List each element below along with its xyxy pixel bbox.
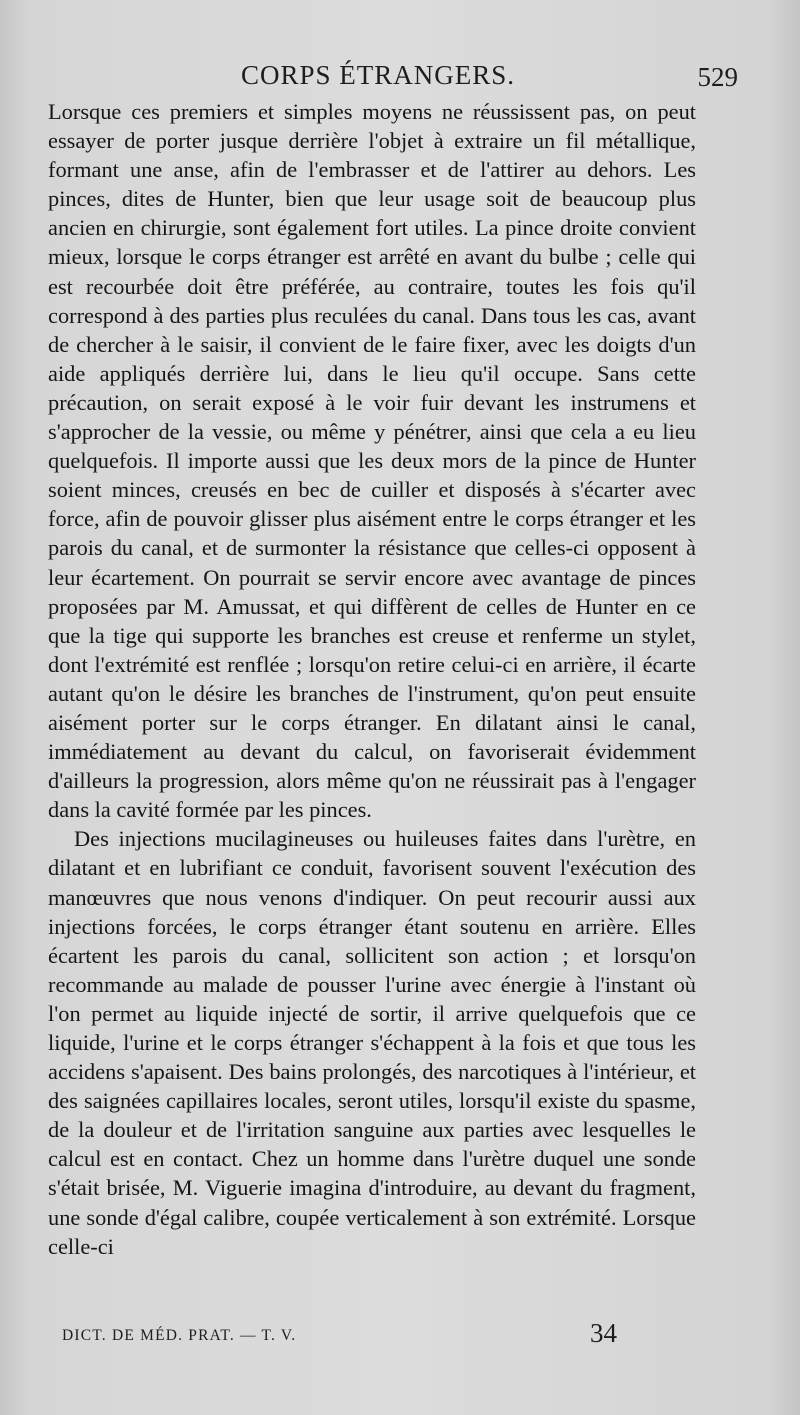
body-text [48,97,696,1261]
signature-line: DICT. DE MÉD. PRAT. — T. V. [62,1327,297,1344]
page-header [48,60,738,96]
paragraph-1: Lorsque ces premiers et simples moyens ne réussissent pas, on peut essayer de porter jusque derrière l'objet à extraire un fil métallique, formant une anse, afin de l'embrasser et de l'attirer au dehors. Les pinces, dites de Hunter, bien que leur usage soit de beaucoup plus ancien en chirurgie, sont également fort utiles. La pince droite convient mieux, lorsque le corps étranger est arrêté en avant du bulbe ; celle qui est recourbée doit être préférée, au contraire, toutes les fois qu'il correspond à des parties plus reculées du canal. Dans tous les cas, avant de chercher à le saisir, il convient de le faire fixer, avec les doigts d'un aide appliqués derrière lui, dans le lieu qu'il occupe. Sans cette précaution, on serait exposé à le voir fuir devant les instrumens et s'approcher de la vessie, ou même y pénétrer, ainsi que cela a eu lieu quelquefois. Il importe aussi que les deux mors de la pince de Hunter soient minces, creusés en bec de cuiller et disposés à s'écarter avec force, afin de pouvoir glisser plus aisément entre le corps étranger et les parois du canal, et de surmonter la résistance que celles-ci opposent à leur écartement. On pourrait se servir encore avec avantage de pinces proposées par M. Amussat, et qui diffèrent de celles de Hunter en ce que la tige qui supporte les branches est creuse et renferme un stylet, dont l'extrémité est renflée ; lorsqu'on retire celui-ci en arrière, il écarte autant qu'on le désire les branches de l'instrument, qu'on peut ensuite aisément porter sur le corps étranger. En dilatant ainsi le canal, immédiatement au devant du calcul, on favoriserait évidemment d'ailleurs la progression, alors même qu'on ne réussirait pas à l'engager dans la cavité formée par les pinces. [48,99,696,823]
page-number: 529 [697,62,738,92]
signature-mark: 34 [590,1318,617,1348]
paragraph-2: Des injections mucilagineuses ou huileuses faites dans l'urètre, en dilatant et en lubrifiant ce conduit, favorisent souvent l'exécution des manœuvres que nous venons d'indiquer. On peut recourir aussi aux injections forcées, le corps étranger étant soutenu en arrière. Elles écartent les parois du canal, sollicitent son action ; et lorsqu'on recommande au malade de pousser l'urine avec énergie à l'instant où l'on permet au liquide injecté de sortir, il arrive quelquefois que ce liquide, l'urine et le corps étranger s'échappent à la fois et que tous les accidens s'apaisent. Des bains prolongés, des narcotiques à l'intérieur, et des saignées capillaires locales, seront utiles, lorsqu'il existe du spasme, de la douleur et de l'irritation sanguine aux parties avec lesquelles le calcul est en contact. Chez un homme dans l'urètre duquel une sonde s'était brisée, M. Viguerie imagina d'introduire, au devant du fragment, une sonde d'égal calibre, coupée verticalement à son extrémité. Lorsque celle-ci [48,826,696,1259]
page-footer [62,1318,662,1354]
running-title: CORPS ÉTRANGERS. [240,60,516,90]
